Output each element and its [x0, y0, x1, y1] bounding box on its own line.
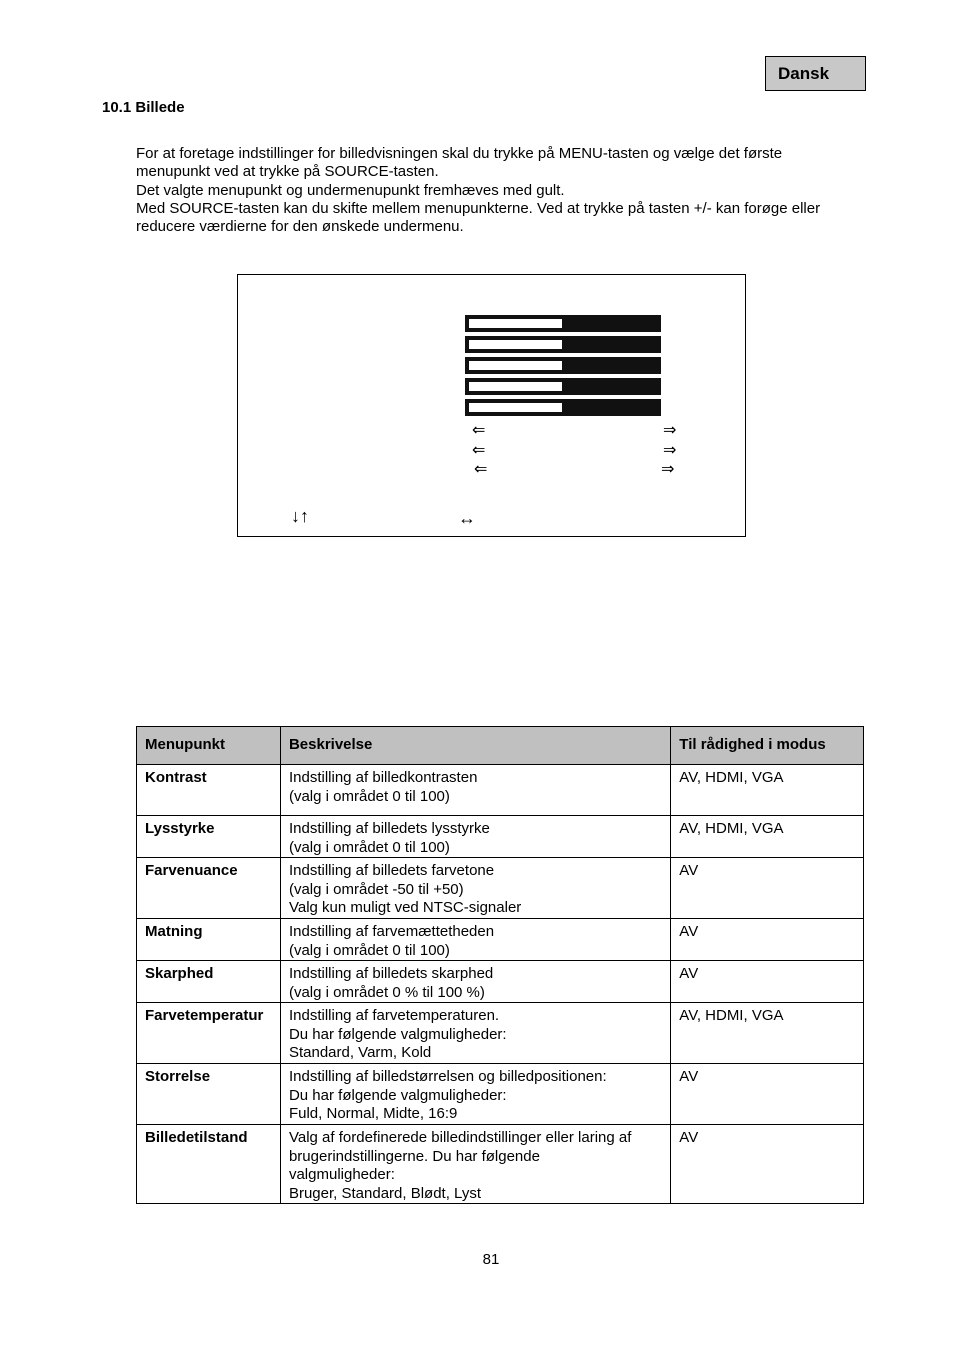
description-line: Bruger, Standard, Blødt, Lyst [288, 1184, 482, 1202]
menu-item-name: Lysstyrke [137, 816, 281, 858]
description-line: Fuld, Normal, Midte, 16:9 [288, 1105, 458, 1122]
left-double-arrow-icon: ⇐ [474, 461, 488, 478]
description-line: (valg i området 0 % til 100 %) [288, 983, 485, 1001]
menu-item-mode: AV, HDMI, VGA [671, 765, 864, 816]
menu-item-name: Storrelse [137, 1064, 281, 1125]
menu-item-mode: AV [671, 858, 864, 919]
right-double-arrow-icon: ⇒ [663, 442, 677, 459]
menu-item-mode: AV [671, 961, 864, 1003]
up-down-arrows-icon: ↓↑ [291, 506, 309, 526]
menu-item-description [280, 816, 670, 858]
description-line: Indstilling af billedkontrasten [288, 769, 478, 786]
description-line: Indstilling af billedets farvetone [288, 862, 495, 879]
intro-line: reducere værdierne for den ønskede undermenu. [136, 218, 464, 236]
table-header-row [137, 727, 864, 765]
description-line: valgmuligheder: [288, 1166, 395, 1183]
right-double-arrow-icon: ⇒ [661, 461, 675, 478]
table-row [137, 816, 864, 858]
description-line: (valg i området -50 til +50) [288, 880, 464, 898]
description-line: Valg kun muligt ved NTSC-signaler [288, 899, 522, 916]
table-row [137, 961, 864, 1003]
column-header: Til rådighed i modus [671, 727, 864, 765]
description-line: (valg i området 0 til 100) [288, 787, 450, 805]
menu-item-description [280, 1003, 670, 1064]
description-line: (valg i området 0 til 100) [288, 941, 450, 959]
table-row [137, 919, 864, 961]
intro-text [136, 145, 876, 236]
osd-level-fill [468, 402, 563, 413]
table-row [137, 765, 864, 816]
osd-level-bar [465, 378, 661, 395]
description-line: Valg af fordefinerede billedindstillinger eller laring af [288, 1129, 632, 1146]
menu-item-name: Kontrast [137, 765, 281, 816]
description-line: Du har følgende valgmuligheder: [288, 1086, 507, 1104]
menu-item-name: Billedetilstand [137, 1125, 281, 1204]
menu-item-description [280, 765, 670, 816]
menu-item-description [280, 1064, 670, 1125]
osd-level-fill [468, 381, 563, 392]
osd-level-fill [468, 318, 563, 329]
left-double-arrow-icon: ⇐ [472, 422, 486, 439]
osd-menu-illustration [237, 274, 746, 537]
menu-item-mode: AV, HDMI, VGA [671, 816, 864, 858]
description-line: Standard, Varm, Kold [288, 1044, 432, 1061]
column-header: Menupunkt [137, 727, 281, 765]
table-row [137, 1003, 864, 1064]
description-line: (valg i området 0 til 100) [288, 838, 450, 856]
description-line: Indstilling af farvetemperaturen. [288, 1007, 500, 1024]
osd-level-bar [465, 357, 661, 374]
menu-item-name: Matning [137, 919, 281, 961]
left-right-arrow-icon: ↔ [458, 508, 476, 528]
menu-item-mode: AV [671, 919, 864, 961]
table-row [137, 1064, 864, 1125]
menu-description-table [136, 726, 864, 1204]
table-row [137, 1125, 864, 1204]
intro-line: Det valgte menupunkt og undermenupunkt fremhæves med gult. [136, 181, 565, 199]
osd-level-bar [465, 315, 661, 332]
menu-item-mode: AV [671, 1125, 864, 1204]
page-number: 81 [482, 1251, 500, 1268]
osd-level-fill [468, 360, 563, 371]
description-line: Indstilling af billedets lysstyrke [288, 820, 490, 837]
language-label: Dansk [765, 56, 866, 91]
menu-item-description [280, 919, 670, 961]
menu-item-description [280, 858, 670, 919]
menu-item-mode: AV [671, 1064, 864, 1125]
table-row [137, 858, 864, 919]
left-double-arrow-icon: ⇐ [472, 442, 486, 459]
menu-item-name: Skarphed [137, 961, 281, 1003]
menu-item-description [280, 961, 670, 1003]
column-header: Beskrivelse [280, 727, 670, 765]
description-line: Indstilling af billedets skarphed [288, 965, 494, 982]
menu-item-mode: AV, HDMI, VGA [671, 1003, 864, 1064]
description-line: Indstilling af billedstørrelsen og billedpositionen: [288, 1068, 607, 1085]
osd-level-fill [468, 339, 563, 350]
description-line: Indstilling af farvemættetheden [288, 923, 495, 940]
intro-line: menupunkt ved at trykke på SOURCE-tasten. [136, 163, 439, 181]
menu-item-name: Farvetemperatur [137, 1003, 281, 1064]
menu-item-description [280, 1125, 670, 1204]
osd-level-bar [465, 399, 661, 416]
intro-line: For at foretage indstillinger for billedvisningen skal du trykke på MENU-tasten og vælge det første [136, 145, 783, 162]
section-title: 10.1 Billede [102, 99, 185, 116]
description-line: brugerindstillingerne. Du har følgende [288, 1147, 540, 1165]
right-double-arrow-icon: ⇒ [663, 422, 677, 439]
osd-level-bar [465, 336, 661, 353]
description-line: Du har følgende valgmuligheder: [288, 1025, 507, 1043]
intro-line: Med SOURCE-tasten kan du skifte mellem menupunkterne. Ved at trykke på tasten +/- kan forøge eller [136, 199, 821, 217]
menu-item-name: Farvenuance [137, 858, 281, 919]
